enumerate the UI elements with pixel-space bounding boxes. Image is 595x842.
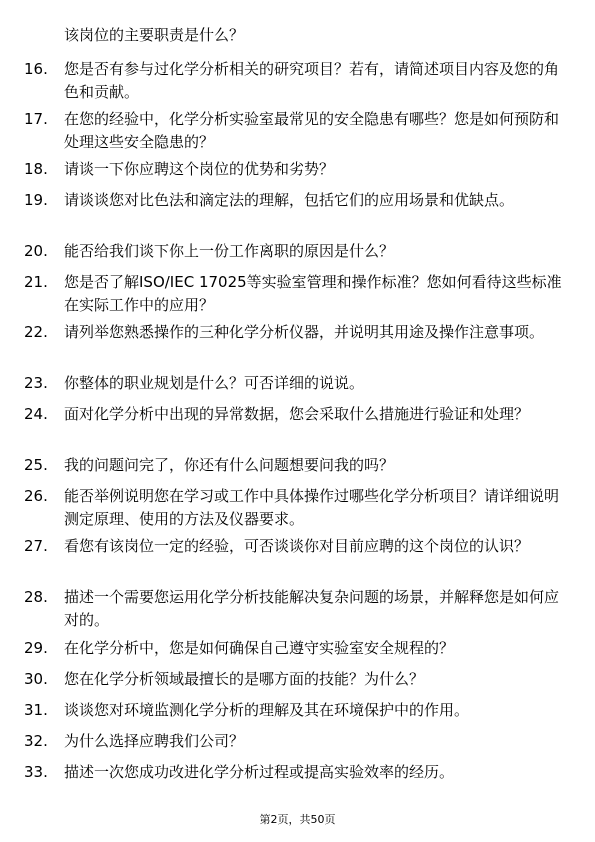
question-item	[24, 454, 570, 477]
question-number: 17.	[24, 110, 48, 128]
question-text: 面对化学分析中出现的异常数据，您会采取什么措施进行验证和处理？	[64, 405, 530, 423]
question-number: 22.	[24, 323, 48, 341]
question-item	[24, 761, 570, 784]
question-item	[24, 403, 570, 426]
question-item	[24, 108, 570, 154]
question-text: 在化学分析中，您是如何确保自己遵守实验室安全规程的？	[64, 639, 455, 657]
question-text: 能否举例说明您在学习或工作中具体操作过哪些化学分析项目？请详细说明测定原理、使用的方法及仪器要求。	[64, 487, 560, 528]
question-item	[24, 372, 570, 395]
question-text: 为什么选择应聘我们公司？	[64, 732, 245, 750]
question-number: 28.	[24, 588, 48, 606]
question-number: 27.	[24, 537, 48, 555]
question-text: 请列举您熟悉操作的三种化学分析仪器，并说明其用途及操作注意事项。	[64, 323, 545, 341]
question-item	[24, 730, 570, 753]
question-number: 18.	[24, 160, 48, 178]
question-item	[24, 189, 570, 212]
question-number: 30.	[24, 670, 48, 688]
question-text: 您是否有参与过化学分析相关的研究项目？若有，请简述项目内容及您的角色和贡献。	[64, 60, 560, 101]
lead-paragraph: 该岗位的主要职责是什么？	[64, 26, 245, 44]
question-text: 在您的经验中，化学分析实验室最常见的安全隐患有哪些？您是如何预防和处理这些安全隐患的？	[64, 110, 560, 151]
question-number: 29.	[24, 639, 48, 657]
question-item	[24, 485, 570, 531]
question-item	[24, 240, 570, 263]
question-text: 谈谈您对环境监测化学分析的理解及其在环境保护中的作用。	[64, 701, 470, 719]
question-text: 我的问题问完了，你还有什么问题想要问我的吗？	[64, 456, 395, 474]
question-text: 描述一次您成功改进化学分析过程或提高实验效率的经历。	[64, 763, 455, 781]
question-text: 您是否了解ISO/IEC 17025等实验室管理和操作标准？您如何看待这些标准在实际工作中的应用？	[64, 273, 562, 314]
question-number: 16.	[24, 60, 48, 78]
question-text: 请谈一下你应聘这个岗位的优势和劣势？	[64, 160, 335, 178]
question-number: 20.	[24, 242, 48, 260]
question-text: 你整体的职业规划是什么？可否详细的说说。	[64, 374, 365, 392]
question-item	[24, 321, 570, 344]
question-number: 25.	[24, 456, 48, 474]
question-number: 26.	[24, 487, 48, 505]
question-item	[24, 637, 570, 660]
question-text: 您在化学分析领域最擅长的是哪方面的技能？为什么？	[64, 670, 425, 688]
page-footer: 第2页，共50页	[259, 813, 336, 826]
question-item	[24, 586, 570, 632]
question-number: 24.	[24, 405, 48, 423]
question-text: 能否给我们谈下你上一份工作离职的原因是什么？	[64, 242, 395, 260]
question-item	[24, 158, 570, 181]
question-number: 33.	[24, 763, 48, 781]
question-item	[24, 668, 570, 691]
question-number: 19.	[24, 191, 48, 209]
question-item	[24, 699, 570, 722]
question-number: 31.	[24, 701, 48, 719]
question-text: 请谈谈您对比色法和滴定法的理解，包括它们的应用场景和优缺点。	[64, 191, 515, 209]
question-text: 看您有该岗位一定的经验，可否谈谈你对目前应聘的这个岗位的认识？	[64, 537, 530, 555]
question-number: 32.	[24, 732, 48, 750]
question-item	[24, 535, 570, 558]
question-item	[24, 271, 570, 317]
question-item	[24, 58, 570, 104]
question-text: 描述一个需要您运用化学分析技能解决复杂问题的场景，并解释您是如何应对的。	[64, 588, 560, 629]
question-number: 21.	[24, 273, 48, 291]
question-number: 23.	[24, 374, 48, 392]
